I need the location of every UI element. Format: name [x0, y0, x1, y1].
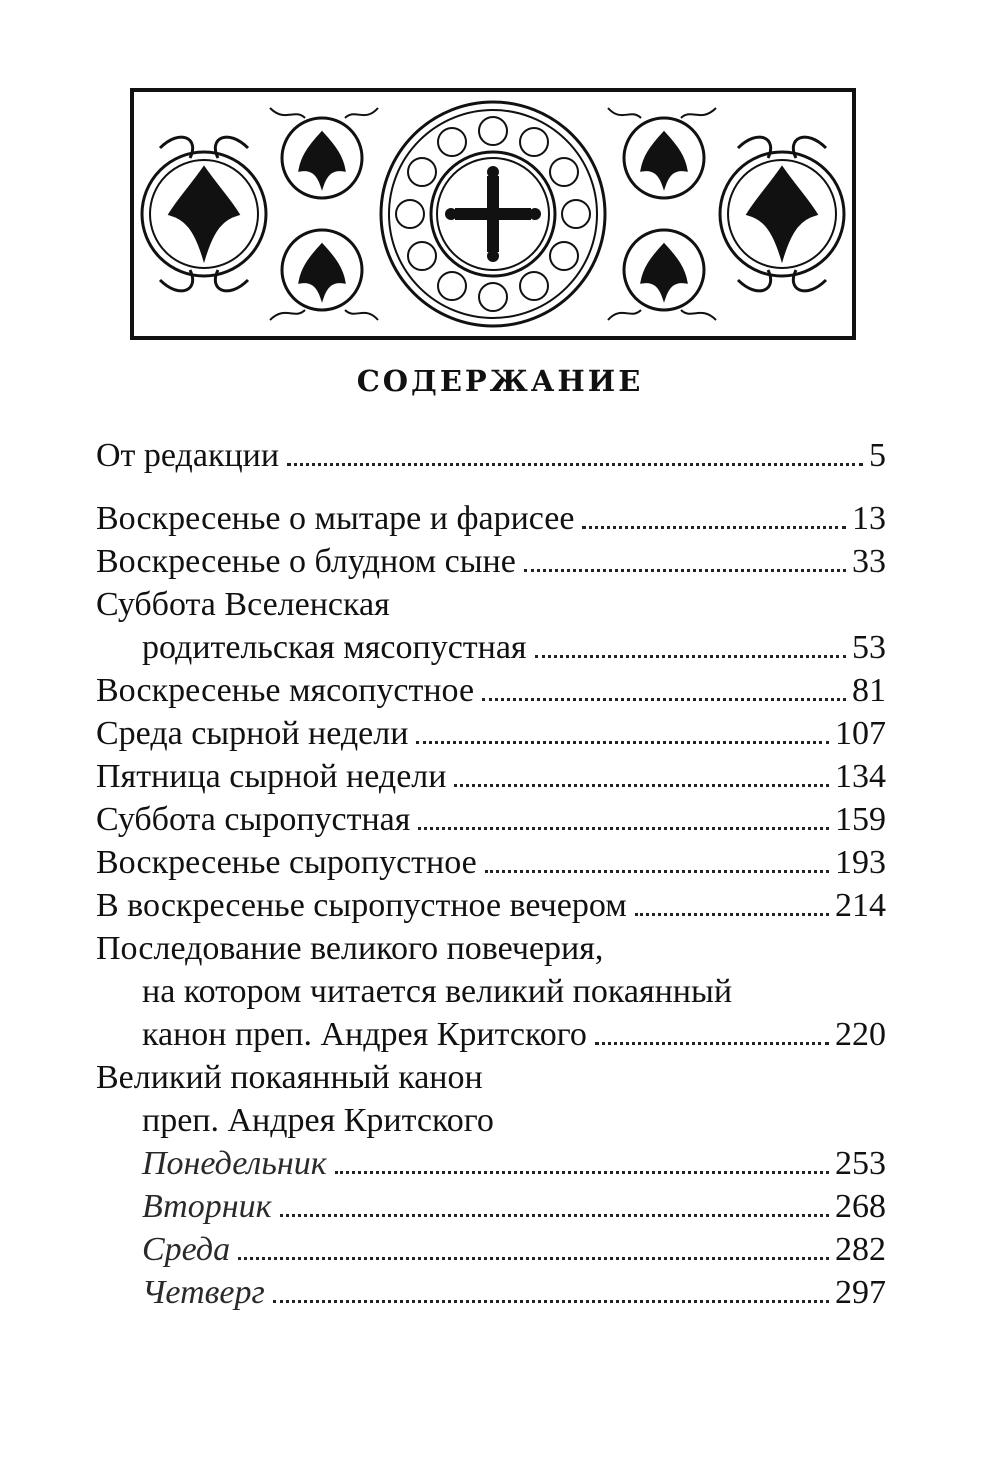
dot-leader — [238, 1257, 829, 1260]
left-floral-roundel — [142, 137, 266, 291]
dot-leader — [454, 784, 829, 787]
toc-entry-continuation[interactable] — [96, 1099, 886, 1142]
toc-subentry[interactable] — [96, 1228, 886, 1271]
toc-entry-continuation[interactable] — [96, 970, 886, 1013]
toc-entry[interactable] — [96, 841, 886, 884]
toc-entry-label: преп. Андрея Критского — [142, 1102, 494, 1139]
cross-icon — [455, 176, 531, 252]
dot-leader — [485, 870, 829, 873]
dot-leader — [535, 655, 846, 658]
toc-entry-label: Великий покаянный канон — [96, 1059, 483, 1096]
dot-leader — [287, 463, 863, 466]
toc-entry-label: Воскресенье о блудном сыне — [96, 543, 516, 580]
dot-leader — [418, 827, 829, 830]
toc-entry[interactable] — [96, 798, 886, 841]
page-title: СОДЕРЖАНИЕ — [356, 364, 644, 398]
ornamental-header — [130, 88, 856, 340]
toc-entry-label: на котором читается великий покаянный — [142, 973, 733, 1010]
left-small-roundels — [282, 118, 362, 310]
dot-leader — [595, 1042, 829, 1045]
dot-leader — [416, 741, 829, 744]
toc-subentry-label: Вторник — [142, 1188, 272, 1225]
toc-entry-page: 159 — [835, 801, 886, 838]
toc-subentry[interactable] — [96, 1142, 886, 1185]
toc-entry-label: Воскресенье о мытаре и фарисее — [96, 500, 575, 537]
toc-entry[interactable] — [96, 884, 886, 927]
toc-entry-page: 220 — [835, 1016, 886, 1053]
toc-entry-label: Суббота сыропустная — [96, 801, 411, 838]
toc-entry-heading[interactable] — [96, 1056, 886, 1099]
toc-entry-page: 5 — [869, 437, 886, 474]
toc-entry[interactable] — [96, 497, 886, 540]
toc-entry-page: 282 — [835, 1231, 886, 1268]
toc-subentry[interactable] — [96, 1185, 886, 1228]
toc-entry-page: 134 — [835, 758, 886, 795]
toc-entry-page: 297 — [835, 1274, 886, 1311]
toc-entry-continuation[interactable] — [96, 626, 886, 669]
toc-entry-page: 107 — [835, 715, 886, 752]
dot-leader — [280, 1214, 829, 1217]
toc-entry-page: 81 — [852, 672, 886, 709]
center-cross-roundel — [381, 102, 605, 326]
toc-entry-label: Пятница сырной недели — [96, 758, 447, 795]
toc-entry-label: Среда сырной недели — [96, 715, 409, 752]
right-floral-roundel — [720, 137, 844, 291]
toc-subentry[interactable] — [96, 1271, 886, 1314]
toc-subentry-label: Среда — [142, 1231, 231, 1268]
toc-subentry-label: Понедельник — [142, 1145, 327, 1182]
toc-entry-heading[interactable] — [96, 583, 886, 626]
toc-entry-page: 33 — [852, 543, 886, 580]
toc-entry-page: 253 — [835, 1145, 886, 1182]
toc-entry-label: В воскресенье сыропустное вечером — [96, 887, 627, 924]
toc-entry-heading[interactable] — [96, 927, 886, 970]
toc-entry-page: 193 — [835, 844, 886, 881]
dot-leader — [273, 1300, 829, 1303]
toc-entry-label: Воскресенье мясопустное — [96, 672, 475, 709]
toc-entry-label: Суббота Вселенская — [96, 586, 390, 623]
toc-entry-page: 268 — [835, 1188, 886, 1225]
toc-entry[interactable] — [96, 540, 886, 583]
dot-leader — [335, 1171, 829, 1174]
toc-entry-label: родительская мясопустная — [142, 629, 527, 666]
dot-leader — [582, 526, 846, 529]
toc-entry-label: От редакции — [96, 437, 280, 474]
dot-leader — [524, 569, 846, 572]
toc-entry[interactable] — [96, 434, 886, 477]
toc-subentry-label: Четверг — [142, 1274, 265, 1311]
right-small-roundels — [624, 118, 704, 310]
table-of-contents — [96, 434, 886, 1314]
toc-entry-label: Последование великого повечерия, — [96, 930, 604, 967]
toc-entry-label: Воскресенье сыропустное — [96, 844, 477, 881]
toc-entry[interactable] — [96, 755, 886, 798]
toc-entry-continuation[interactable] — [96, 1013, 886, 1056]
dot-leader — [482, 698, 846, 701]
dot-leader — [635, 913, 829, 916]
toc-entry[interactable] — [96, 712, 886, 755]
toc-entry-page: 13 — [852, 500, 886, 537]
toc-entry-label: канон преп. Андрея Критского — [142, 1016, 587, 1053]
toc-entry[interactable] — [96, 669, 886, 712]
toc-entry-page: 214 — [835, 887, 886, 924]
toc-entry-page: 53 — [852, 629, 886, 666]
